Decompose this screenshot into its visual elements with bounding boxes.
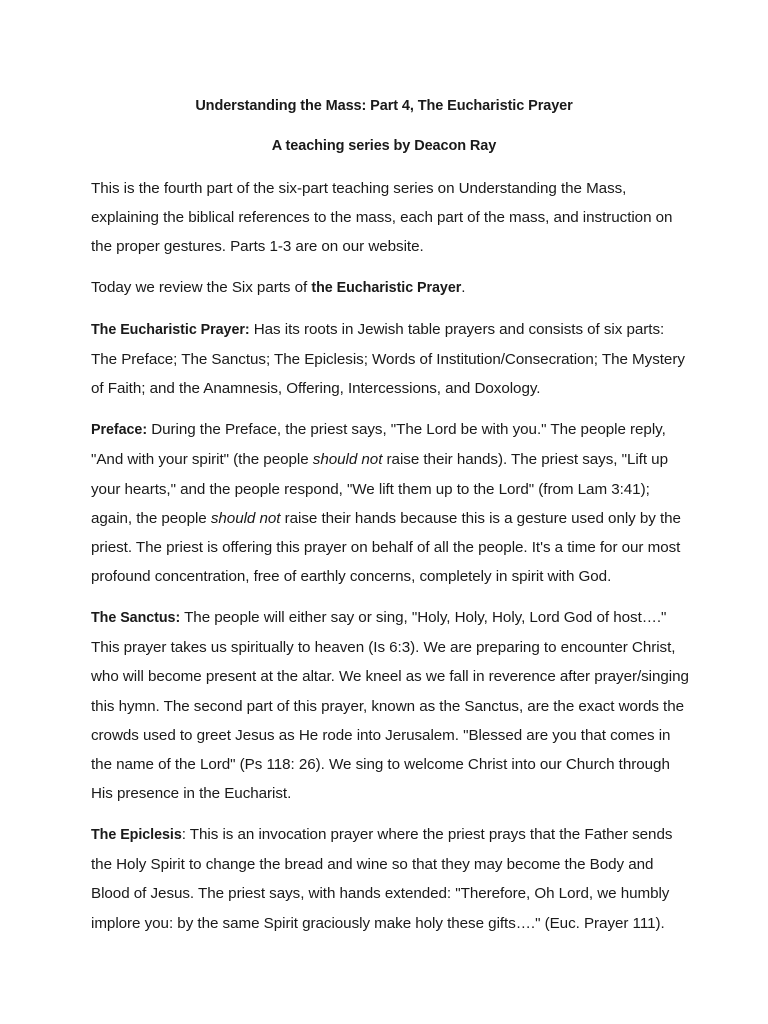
- epiclesis-heading: The Epiclesis: [91, 827, 182, 844]
- preface-paragraph: [91, 415, 691, 591]
- sanctus-text: The people will either say or sing, "Holy, Holy, Holy, Lord God of host…." This prayer takes us spiritually to heaven (Is 6:3). We are preparing to encounter Christ, who will become present at the altar. We kneel as we fall in reverence after prayer/singing this hymn. The second part of this prayer, known as the Sanctus, are the exact words the crowds used to greet Jesus as He rode into Jerusalem. "Blessed are you that comes in the name of the Lord" (Ps 118: 26). We sing to welcome Christ into our Church through His presence in the Eucharist.: [91, 609, 689, 803]
- preface-heading: Preface:: [91, 422, 148, 439]
- intro-paragraph: This is the fourth part of the six-part teaching series on Understanding the Mass, explaining the biblical references to the mass, each part of the mass, and instruction on the proper gestures. Parts 1-3 are on our website.: [91, 180, 673, 256]
- document-title: Understanding the Mass: Part 4, The Eucharistic Prayer: [195, 98, 573, 114]
- preface-emphasis-2: should not: [210, 509, 281, 527]
- today-paragraph: [91, 273, 691, 303]
- eucharistic-prayer-paragraph: [91, 315, 691, 404]
- sanctus-paragraph: [91, 603, 691, 808]
- document-body: [91, 174, 691, 949]
- eucharistic-prayer-heading: The Eucharistic Prayer:: [91, 322, 250, 338]
- today-end: .: [461, 279, 466, 297]
- document-subtitle: A teaching series by Deacon Ray: [271, 138, 497, 154]
- preface-emphasis-1: should not: [312, 451, 383, 469]
- preface-text-2: raise their hands). The priest says, "Lift up your hearts," and the people respond, "We lift them up to the Lord" (from Lam 3:41); again, the people: [91, 451, 668, 527]
- sanctus-heading: The Sanctus:: [91, 610, 181, 627]
- today-bold: the Eucharistic Prayer: [311, 280, 462, 297]
- epiclesis-paragraph: [91, 820, 691, 938]
- preface-text-3: raise their hands because this is a gesture used only by the priest. The priest is offering this prayer on behalf of all the people. It's a time for our most profound concentration, free of earthly concerns, completely in spirit with God.: [91, 509, 681, 586]
- today-text: Today we review the Six parts of: [91, 279, 312, 297]
- epiclesis-text: : This is an invocation prayer where the priest prays that the Father sends the Holy Spirit to change the bread and wine so that they may become the Body and Blood of Jesus. The priest says, with hands extended: "Therefore, Oh Lord, we humbly implore you: by the same Spirit graciously make holy these gifts…." (Euc. Prayer 111).: [91, 826, 673, 932]
- eucharistic-prayer-text: Has its roots in Jewish table prayers and consists of six parts: The Preface; The Sanctus; The Epiclesis; Words of Institution/Consecration; The Mystery of Faith; and the Anamnesis, Offering, Intercessions, and Doxology.: [91, 321, 685, 398]
- preface-text-1: During the Preface, the priest says, "The Lord be with you." The people reply, "And with your spirit" (the people: [91, 421, 666, 469]
